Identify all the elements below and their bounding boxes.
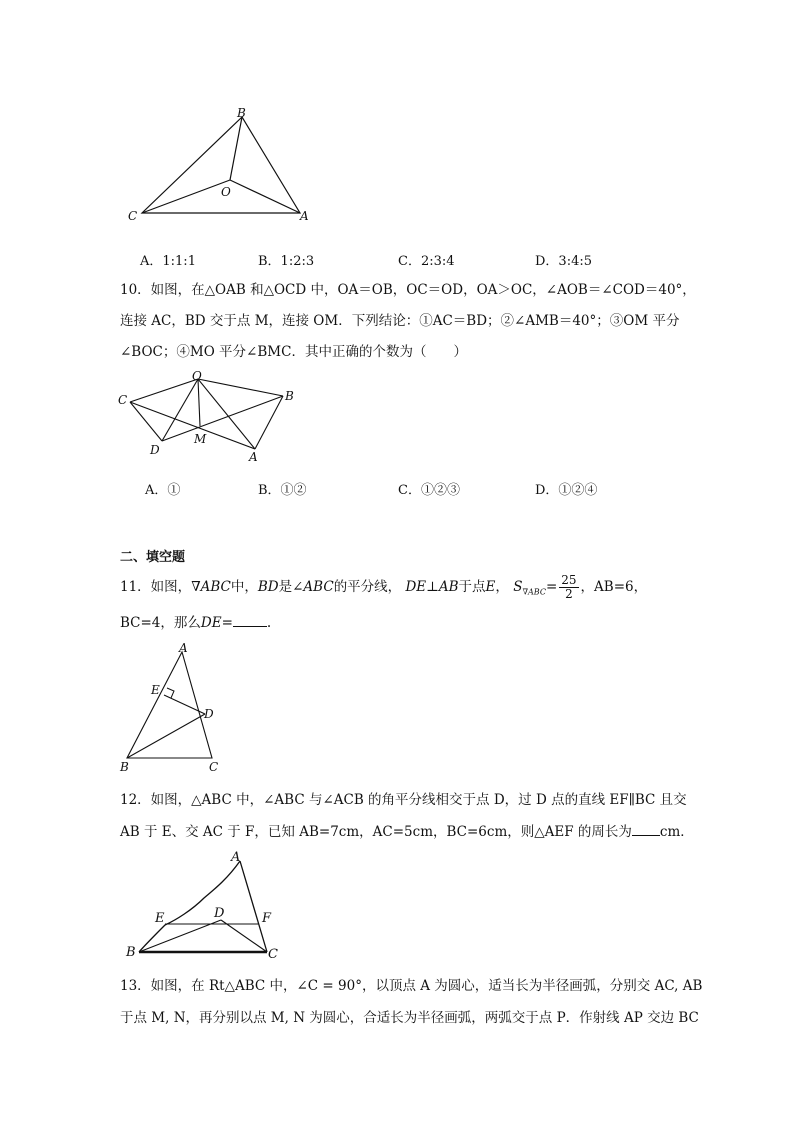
q11-de-perp: DE⊥AB [405,579,459,595]
q11-line-1 [120,574,647,605]
q11-shi: 是 [278,579,293,595]
q12-line-2-text: AB 于 E、交 AC 于 F，已知 AB=7cm，AC=5cm，BC=6cm，则△AEF 的周长为 [120,824,632,840]
q11-comma: ， [495,579,509,595]
label-d: D [150,443,160,457]
triangle-abc [127,652,212,758]
q11-ab: ，AB=6， [580,579,648,595]
q9-option-b: B．1:2:3 [258,254,315,269]
label-c: C [128,209,138,223]
label-d: D [214,906,225,921]
q11-end: . [266,615,272,631]
label-f: F [262,911,272,926]
segment-de [164,695,205,714]
q11-bd: BD [257,579,279,595]
q11-area-sub: ∇ABC [522,587,546,597]
q12-line-1: 12．如图，△ABC 中，∠ABC 与∠ACB 的角平分线相交于点 D，过 D 点的直线 EF∥BC 且交 [120,792,687,808]
q9-option-c: C．2:3:4 [398,254,455,269]
label-b: B [120,760,129,774]
label-e: E [151,683,160,697]
label-o: O [221,185,231,199]
q11-num: 11．如图， [120,579,192,595]
segment-ob [198,379,283,396]
figure-q10 [115,366,305,466]
q12-answer-blank[interactable] [632,821,660,836]
q11-bisector: 的平分线， [333,579,402,595]
label-c: C [268,947,278,960]
q11-fraction [559,574,578,601]
q11-yudian: 于点 [458,579,486,595]
q9-option-a: A．1:1:1 [140,254,196,269]
section-heading: 二、填空题 [120,550,186,565]
q11-frac-num: 25 [561,573,577,587]
figure-q12 [118,848,288,960]
q11-equals: = [545,579,558,595]
label-b: B [126,945,136,960]
q10-option-b: B．①② [258,483,307,498]
q13-line-2: 于点 M, N，再分别以点 M, N 为圆心，合适长为半径画弧，两弧交于点 P．作射线 AP 交边 BC [120,1010,699,1026]
figure-q11 [112,640,232,775]
segment-om [198,379,200,426]
segment-ba [255,396,283,449]
q12-unit: cm． [659,824,694,840]
segment-bd [139,920,221,952]
q11-zhong: 中， [230,579,258,595]
label-a: A [300,209,309,223]
q11-angle: ∠ABC [292,579,334,595]
q10-line-3: ∠BOC；④MO 平分∠BMC．其中正确的个数为（ ） [120,344,467,360]
label-a: A [179,641,188,655]
segment-cd [221,920,267,952]
q11-frac-den: 2 [565,587,573,601]
segment-oc [142,180,230,213]
q10-line-1: 10．如图，在△OAB 和△OCD 中，OA＝OB，OC＝OD，OA＞OC，∠AOB＝∠COD＝40°， [120,282,696,298]
segment-od [162,379,198,441]
q11-de-eq: DE= [200,615,233,631]
label-b: B [285,389,294,403]
label-a: A [231,850,241,865]
segment-oc [130,379,198,402]
q10-option-d: D．①②④ [535,483,598,498]
label-c: C [118,393,128,407]
label-c: C [209,760,219,774]
label-b: B [237,106,246,120]
q10-option-c: C．①②③ [398,483,460,498]
q11-area-s: S [513,579,523,595]
q10-option-a: A．① [145,483,181,498]
figure-q9 [120,100,330,230]
segment-bd [162,396,283,441]
q11-e: E [485,579,496,595]
q11-triangle: ∇ABC [191,579,231,595]
label-o: O [192,369,202,383]
label-e: E [155,911,165,926]
side-ab [139,861,240,952]
q9-option-d: D．3:4:5 [535,254,592,269]
label-d: D [204,707,214,721]
q13-line-1: 13．如图，在 Rt△ABC 中，∠C = 90°，以顶点 A 为圆心，适当长为半径画弧，分别交 AC, AB [120,978,703,994]
label-m: M [194,432,207,446]
q12-line-2 [120,821,694,842]
q10-line-2: 连接 AC，BD 交于点 M，连接 OM．下列结论：①AC＝BD；②∠AMB＝40°；③OM 平分 [120,313,680,329]
q11-line-2 [120,612,271,633]
label-a: A [249,450,258,464]
side-ac [240,861,267,952]
q11-bc: BC=4，那么 [120,615,201,631]
q11-answer-blank[interactable] [233,612,267,627]
